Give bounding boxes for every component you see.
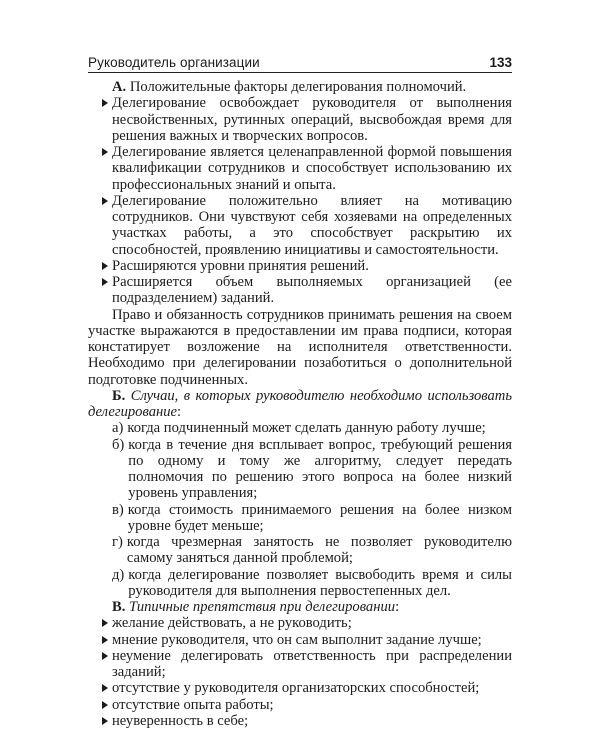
list-item	[88, 648, 512, 681]
section-b-label: Б.	[112, 387, 126, 404]
list-letter: а)	[112, 420, 124, 437]
list-item	[88, 144, 512, 193]
list-item	[88, 534, 512, 567]
bullet-icon	[102, 99, 108, 107]
bullet-icon	[102, 619, 108, 627]
section-b-title: Случаи, в которых руководителю необходимо использовать делегирование	[88, 387, 512, 420]
list-item-text: Делегирование освобождает руководителя от выполнения несвойственных, рутинных операций, высвобождая время для решения важных и творческих вопросов.	[112, 95, 512, 144]
section-a-title: Положительные факторы делегирования полномочий.	[129, 79, 467, 95]
list-letter: д)	[112, 566, 125, 583]
list-letter: б)	[112, 436, 125, 453]
list-item	[88, 437, 512, 502]
section-a-list	[88, 95, 512, 306]
list-item-text: Делегирование является целенаправленной формой повышения квалификации сотрудников и способствует использованию их профессиональных знаний и опыта.	[112, 144, 512, 193]
page-body	[88, 79, 512, 729]
list-item-text: Делегирование положительно влияет на мотивацию сотрудников. Они чувствуют себя хозяевами на определенных участках работы, а это способствует раскрытию их способностей, проявлению инициативы и самостоятельности.	[112, 192, 512, 258]
bullet-icon	[102, 262, 108, 270]
section-v-colon: :	[395, 599, 400, 615]
body-paragraph: Право и обязанность сотрудников принимать решения на своем участке выражаются в предоставлении им права подписи, которая констатирует возложение на исполнителя ответственности. Необходимо при делегировании позаботиться о дополнительной подготовке подчиненных.	[88, 306, 512, 388]
bullet-icon	[102, 652, 108, 660]
list-item-text: Расширяются уровни принятия решений.	[112, 257, 369, 274]
bullet-icon	[102, 278, 108, 286]
list-item-text: Расширяется объем выполняемых организацией (ее подразделением) заданий.	[112, 274, 512, 307]
list-letter: в)	[112, 501, 124, 518]
section-a-heading	[88, 79, 512, 95]
list-item-text: мнение руководителя, что он сам выполнит задание лучше;	[112, 631, 482, 648]
list-item-text: неуверенность в себе;	[112, 712, 249, 729]
bullet-icon	[102, 197, 108, 205]
header-title: Руководитель организации	[88, 55, 260, 70]
list-item	[88, 420, 512, 436]
header-rule	[88, 72, 512, 73]
list-item	[88, 95, 512, 144]
list-item-text: желание действовать, а не руководить;	[112, 615, 352, 632]
list-item	[88, 258, 512, 274]
list-item-text: отсутствие опыта работы;	[112, 696, 274, 713]
list-item-text: когда чрезмерная занятость не позволяет руководителю самому заняться данной проблемой;	[126, 534, 512, 567]
list-item-text: когда подчиненный может сделать данную работу лучше;	[127, 420, 486, 437]
section-b-colon: :	[177, 404, 182, 420]
section-v-list	[88, 615, 512, 729]
bullet-icon	[102, 717, 108, 725]
bullet-icon	[102, 148, 108, 156]
list-item	[88, 615, 512, 631]
section-a-label: А.	[112, 79, 127, 95]
section-b-list	[88, 420, 512, 599]
running-header	[88, 52, 512, 70]
list-item-text: неумение делегировать ответственность при распределении заданий;	[112, 647, 512, 680]
list-item	[88, 713, 512, 729]
list-item	[88, 502, 512, 535]
list-item-text: когда делегирование позволяет высвободить время и силы руководителя для выполнения первостепенных дел.	[128, 566, 512, 599]
list-item	[88, 680, 512, 696]
page-number: 133	[489, 55, 512, 70]
list-item	[88, 632, 512, 648]
list-letter: г)	[112, 534, 123, 550]
bullet-icon	[102, 701, 108, 709]
list-item	[88, 567, 512, 600]
section-v-title: Типичные препятствия при делегировании	[129, 599, 396, 615]
section-b-heading	[88, 388, 512, 421]
bullet-icon	[102, 636, 108, 644]
section-v-heading	[88, 599, 512, 615]
section-v-label: В.	[112, 599, 126, 615]
bullet-icon	[102, 684, 108, 692]
list-item-text: отсутствие у руководителя организаторских способностей;	[112, 680, 480, 697]
list-item	[88, 193, 512, 258]
list-item-text: когда в течение дня всплывает вопрос, требующий решения по одному и тому же алгоритму, следует передать полномочия по решению этого вопроса на более низкий уровень управления;	[128, 436, 512, 502]
list-item-text: когда стоимость принимаемого решения на более низком уровне будет меньше;	[127, 501, 512, 534]
list-item	[88, 274, 512, 307]
list-item	[88, 697, 512, 713]
